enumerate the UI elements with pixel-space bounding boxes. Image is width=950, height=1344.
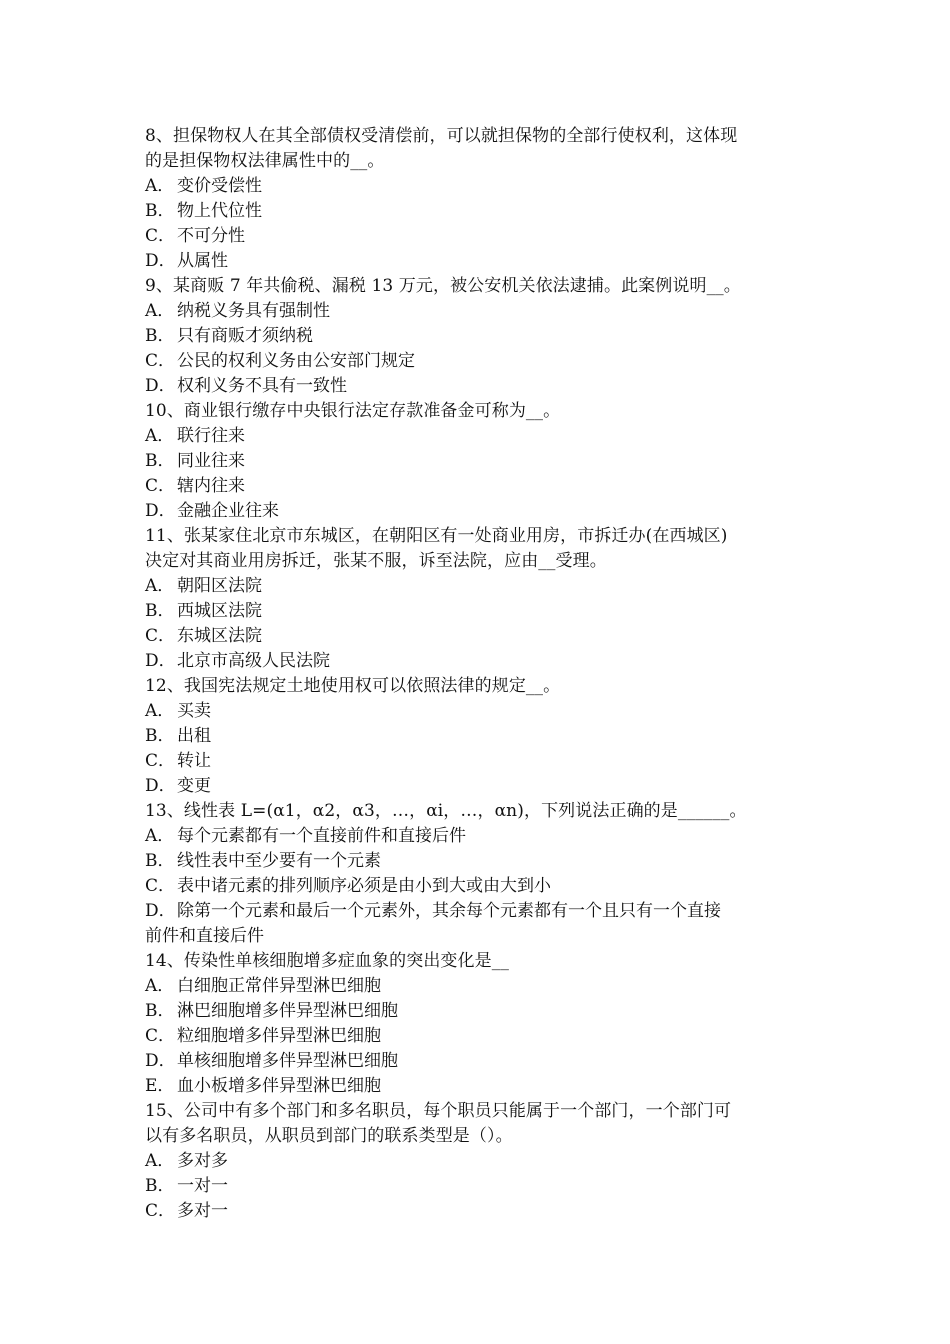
question-15	[145, 1099, 810, 1224]
question-13	[145, 799, 810, 949]
option-a: A． 联行往来	[145, 426, 245, 446]
option-a: A． 变价受偿性	[145, 176, 262, 196]
question-11	[145, 524, 810, 674]
option-c: C． 公民的权利义务由公安部门规定	[145, 351, 415, 371]
option-c: C． 粒细胞增多伴异型淋巴细胞	[145, 1026, 381, 1046]
question-text: 的是担保物权法律属性中的__。	[145, 151, 385, 171]
question-10	[145, 399, 810, 524]
option-b: B． 同业往来	[145, 451, 245, 471]
option-d: D．单核细胞增多伴异型淋巴细胞	[145, 1051, 398, 1071]
question-9	[145, 274, 810, 399]
question-text: 13、线性表 L=(α1，α2，α3，…，αi，…，αn)，下列说法正确的是______。	[145, 801, 747, 821]
option-d: D．权利义务不具有一致性	[145, 376, 347, 396]
option-a: A． 多对多	[145, 1151, 228, 1171]
option-a: A． 纳税义务具有强制性	[145, 301, 330, 321]
option-a: A． 买卖	[145, 701, 211, 721]
option-d-continuation: 前件和直接后件	[145, 926, 264, 946]
question-text: 决定对其商业用房拆迁，张某不服，诉至法院，应由__受理。	[145, 551, 607, 571]
question-text: 8、担保物权人在其全部债权受清偿前，可以就担保物的全部行使权利，这体现	[145, 126, 738, 146]
option-c: C． 东城区法院	[145, 626, 262, 646]
option-c: C． 不可分性	[145, 226, 245, 246]
option-a: A． 白细胞正常伴异型淋巴细胞	[145, 976, 381, 996]
question-text: 10、商业银行缴存中央银行法定存款准备金可称为__。	[145, 401, 561, 421]
option-b: B． 线性表中至少要有一个元素	[145, 851, 381, 871]
option-c: C． 多对一	[145, 1201, 228, 1221]
question-12	[145, 674, 810, 799]
option-a: A． 每个元素都有一个直接前件和直接后件	[145, 826, 466, 846]
question-list	[145, 124, 810, 1224]
option-c: C． 转让	[145, 751, 211, 771]
option-d: D．变更	[145, 776, 211, 796]
option-b: B． 淋巴细胞增多伴异型淋巴细胞	[145, 1001, 398, 1021]
option-b: B． 只有商贩才须纳税	[145, 326, 313, 346]
question-text: 9、某商贩 7 年共偷税、漏税 13 万元，被公安机关依法逮捕。此案例说明__。	[145, 276, 741, 296]
option-b: B． 西城区法院	[145, 601, 262, 621]
option-b: B． 出租	[145, 726, 211, 746]
option-a: A． 朝阳区法院	[145, 576, 262, 596]
option-b: B． 一对一	[145, 1176, 228, 1196]
option-c: C． 表中诸元素的排列顺序必须是由小到大或由大到小	[145, 876, 551, 896]
question-14	[145, 949, 810, 1099]
option-c: C． 辖内往来	[145, 476, 245, 496]
option-d: D．除第一个元素和最后一个元素外，其余每个元素都有一个且只有一个直接	[145, 901, 721, 921]
option-e: E． 血小板增多伴异型淋巴细胞	[145, 1076, 381, 1096]
question-text: 12、我国宪法规定土地使用权可以依照法律的规定__。	[145, 676, 561, 696]
question-text: 15、公司中有多个部门和多名职员，每个职员只能属于一个部门，一个部门可	[145, 1101, 732, 1121]
question-text: 以有多名职员，从职员到部门的联系类型是（）。	[145, 1126, 513, 1146]
question-text: 11、张某家住北京市东城区，在朝阳区有一处商业用房，市拆迁办(在西城区)	[145, 526, 728, 546]
option-d: D．金融企业往来	[145, 501, 279, 521]
option-b: B． 物上代位性	[145, 201, 262, 221]
option-d: D．从属性	[145, 251, 228, 271]
question-8	[145, 124, 810, 274]
question-text: 14、传染性单核细胞增多症血象的突出变化是__	[145, 951, 509, 971]
option-d: D．北京市高级人民法院	[145, 651, 330, 671]
